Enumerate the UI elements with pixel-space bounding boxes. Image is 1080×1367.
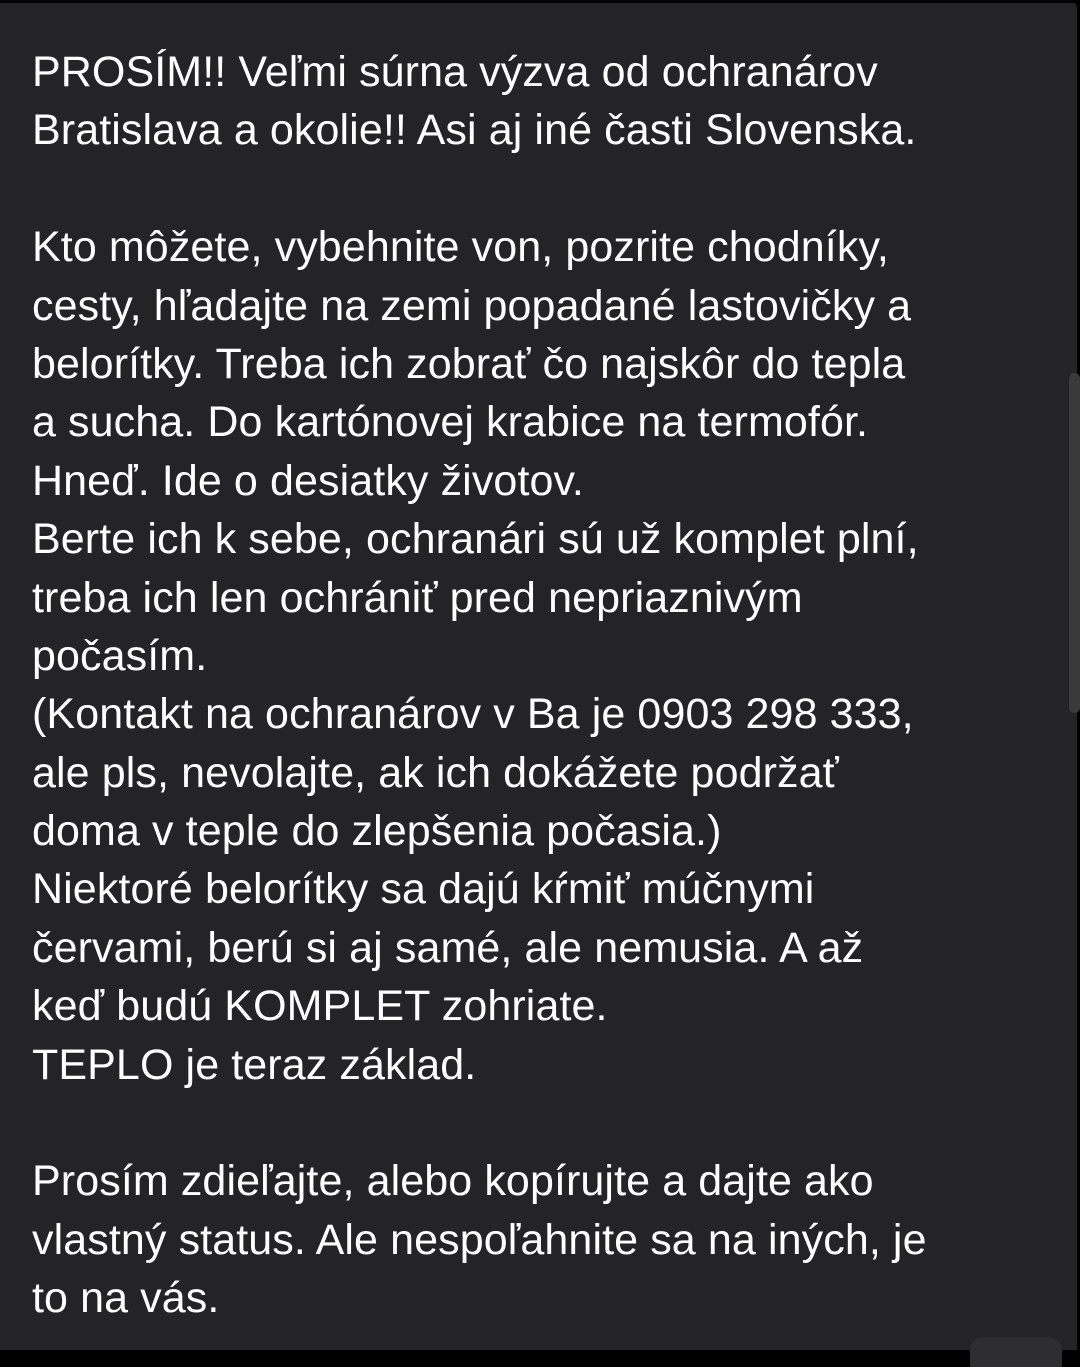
message-line: počasím. [32, 631, 208, 680]
partial-bubble [970, 1337, 1062, 1367]
message-line: Prosím zdieľajte, alebo kopírujte a dajte ako [32, 1157, 874, 1206]
message-line-blank [32, 1094, 1062, 1152]
message-line: Berte ich k sebe, ochranári sú už komplet plní, [32, 515, 919, 564]
message-line-blank [32, 160, 1062, 218]
message-line: vlastný status. Ale nespoľahnite sa na iných, je [32, 1215, 927, 1264]
message-line: Hneď. Ide o desiatky životov. [32, 456, 584, 505]
message-line: Niektoré belorítky sa dajú kŕmiť múčnymi [32, 865, 815, 914]
message-line: Kto môžete, vybehnite von, pozrite chodníky, [32, 223, 889, 272]
message-line: TEPLO je teraz základ. [32, 1040, 477, 1089]
message-line: červami, berú si aj samé, ale nemusia. A až [32, 923, 864, 972]
message-text[interactable] [32, 43, 1062, 1328]
message-line: a sucha. Do kartónovej krabice na termofór. [32, 398, 869, 447]
message-line: to na vás. [32, 1274, 220, 1323]
message-line: cesty, hľadajte na zemi popadané lastovičky a [32, 281, 912, 330]
message-line: treba ich len ochrániť pred nepriaznivým [32, 573, 803, 622]
message-line: PROSÍM!! Veľmi súrna výzva od ochranárov [32, 48, 878, 96]
message-panel [0, 3, 1077, 1350]
scrollbar[interactable] [1069, 373, 1080, 713]
message-line-phone: (Kontakt na ochranárov v Ba je 0903 298 333, [32, 690, 914, 739]
message-line: ale pls, nevolajte, ak ich dokážete podržať [32, 748, 839, 797]
message-line: Bratislava a okolie!! Asi aj iné časti Slovenska. [32, 106, 917, 155]
message-line: keď budú KOMPLET zohriate. [32, 982, 608, 1031]
message-line: doma v teple do zlepšenia počasia.) [32, 807, 722, 856]
message-line: belorítky. Treba ich zobrať čo najskôr do tepla [32, 339, 906, 388]
